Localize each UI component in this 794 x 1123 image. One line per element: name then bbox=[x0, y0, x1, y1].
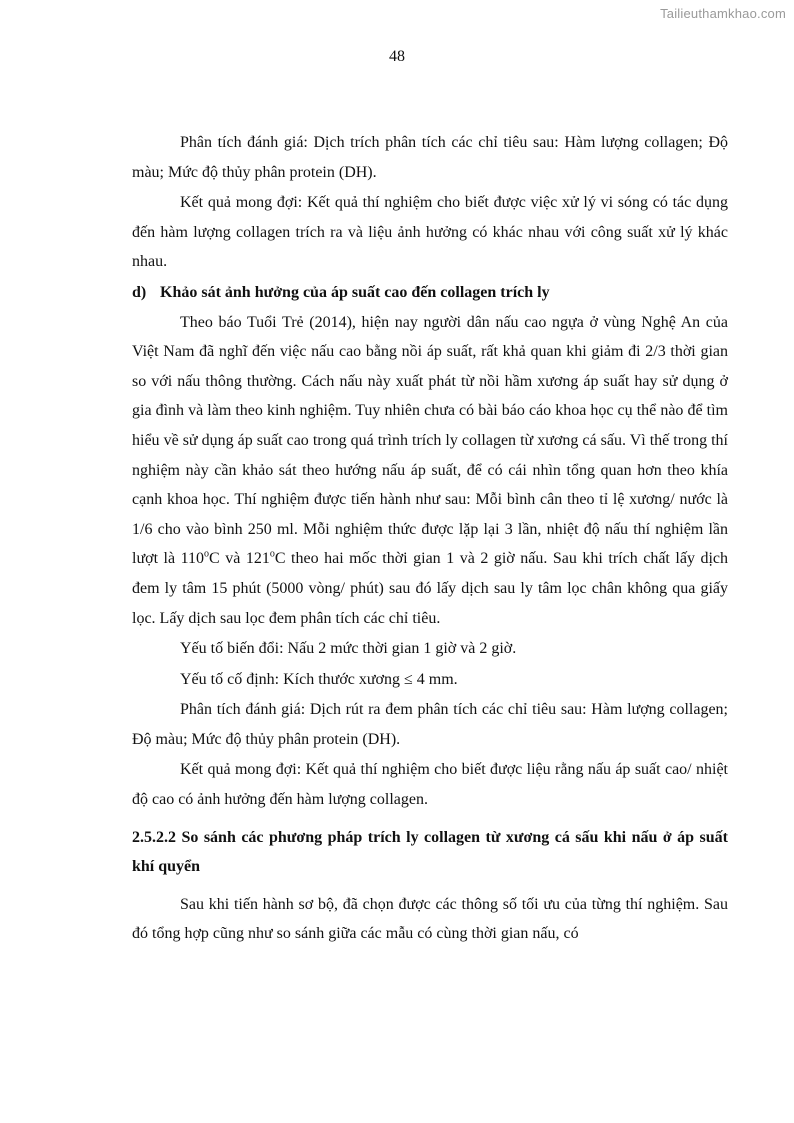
paragraph-expected-result-1: Kết quả mong đợi: Kết quả thí nghiệm cho biết được việc xử lý vi sóng có tác dụng đến hàm lượng collagen trích ra và liệu ảnh hưởng có khác nhau với công suất xử lý khác nhau. bbox=[132, 194, 728, 271]
paragraph-method-part-2: C và 121 bbox=[209, 550, 270, 568]
paragraph-analysis-1: Phân tích đánh giá: Dịch trích phân tích các chỉ tiêu sau: Hàm lượng collagen; Độ màu; Mức độ thủy phân protein (DH). bbox=[132, 134, 728, 181]
subheading-d-label: d) bbox=[132, 283, 147, 301]
paragraph-expected-result-2: Kết quả mong đợi: Kết quả thí nghiệm cho biết được liệu rằng nấu áp suất cao/ nhiệt độ cao có ảnh hưởng đến hàm lượng collagen. bbox=[132, 761, 728, 809]
page-number: 48 bbox=[389, 48, 405, 65]
watermark: Tailieuthamkhao.com bbox=[660, 6, 786, 21]
degree-sup-2: o bbox=[269, 548, 275, 560]
degree-sup-1: o bbox=[204, 548, 210, 560]
paragraph-method-pressure bbox=[132, 308, 728, 634]
subheading-d-text: Khảo sát ảnh hưởng của áp suất cao đến collagen trích ly bbox=[160, 283, 550, 301]
paragraph-fixed-factor: Yếu tố cố định: Kích thước xương ≤ 4 mm. bbox=[180, 670, 458, 688]
paragraph-analysis-2: Phân tích đánh giá: Dịch rút ra đem phân tích các chỉ tiêu sau: Hàm lượng collagen; Độ màu; Mức độ thủy phân protein (DH). bbox=[132, 701, 728, 748]
paragraph-method-part-1: Theo báo Tuổi Trẻ (2014), hiện nay người dân nấu cao ngựa ở vùng Nghệ An của Việt Nam đã nghĩ đến việc nấu cao bằng nồi áp suất, rất khả quan khi giảm đi 2/3 thời gian so với nấu thông thường. Cách nấu này xuất phát từ nồi hầm xương áp suất hay sử dụng ở gia đình và làm theo kinh nghiệm. Tuy nhiên chưa có bài báo cáo khoa học cụ thể nào để tìm hiểu về sử dụng áp suất cao trong quá trình trích ly collagen từ xương cá sấu. Vì thế trong thí nghiệm này cần khảo sát theo hướng nấu áp suất, để có cái nhìn tổng quan hơn theo khía cạnh khoa học. Thí nghiệm được tiến hành như sau: Mỗi bình cân theo tỉ lệ xương/ nước là 1/6 cho vào bình 250 ml. Mỗi nghiệm thức được lặp lại 3 lần, nhiệt độ nấu thí nghiệm lần lượt là 110 bbox=[132, 313, 728, 568]
subheading-d bbox=[132, 278, 728, 308]
paragraph-method-part-3: C theo hai mốc thời gian 1 và 2 giờ nấu. Sau khi trích chất lấy dịch đem ly tâm 15 phút (5000 vòng/ phút) sau đó lấy dịch sau ly tâm lọc chân không qua giấy lọc. Lấy dịch sau lọc đem phân tích các chỉ tiêu. bbox=[132, 550, 729, 627]
document-body bbox=[132, 128, 728, 950]
paragraph-variable-factor: Yếu tố biến đổi: Nấu 2 mức thời gian 1 giờ và 2 giờ. bbox=[180, 640, 517, 658]
section-heading: 2.5.2.2 So sánh các phương pháp trích ly collagen từ xương cá sấu khi nấu ở áp suất khí quyển bbox=[132, 828, 728, 876]
paragraph-summary: Sau khi tiến hành sơ bộ, đã chọn được các thông số tối ưu của từng thí nghiệm. Sau đó tổng hợp cũng như so sánh giữa các mẫu có cùng thời gian nấu, có bbox=[132, 895, 728, 943]
